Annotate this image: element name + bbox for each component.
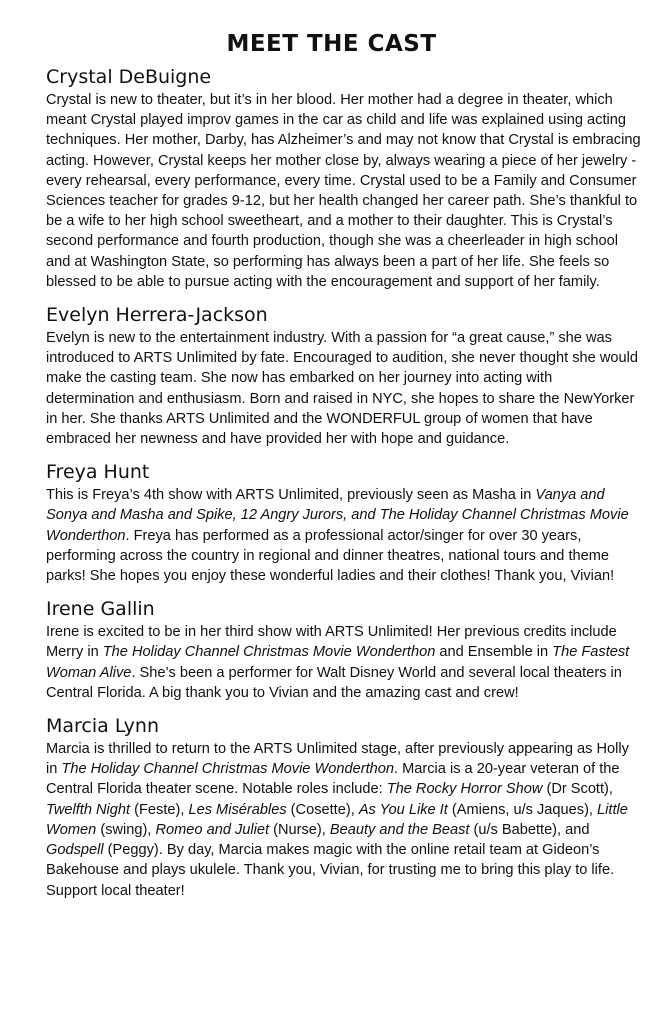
cast-member-name: Evelyn Herrera-Jackson (46, 304, 268, 327)
page-title: MEET THE CAST (226, 31, 437, 57)
bio-title-italic: Vanya and Sonya and Masha and Spike, 12 Angry Jurors, and The Holiday Channel Christmas Movie Wonderthon (46, 487, 629, 544)
bio-title-italic: Godspell (46, 842, 104, 859)
bio-text: . Marcia is a 20-year veteran of the Central Florida theater scene. Notable roles include: (46, 761, 620, 798)
bio-text: (swing), (96, 821, 156, 838)
bio-title-italic: The Holiday Channel Christmas Movie Wonderthon (102, 644, 436, 661)
bio-text: Marcia is thrilled to return to the ARTS Unlimited stage, after previously appearing as Holly in (46, 741, 629, 778)
cast-member (46, 598, 643, 703)
cast-member-bio (46, 622, 643, 703)
bio-title-italic: Beauty and the Beast (329, 821, 470, 838)
bio-text: (u/s Babette), and (469, 821, 590, 838)
bio-text: (Nurse), (269, 821, 330, 838)
cast-member (46, 66, 643, 292)
bio-text: Crystal is new to theater, but it’s in her blood. Her mother had a degree in theater, which meant Crystal played improv games in the car as child and life was explained using acting techniques. Her mother, Darby, has Alzheimer’s and may not know that Crystal is embracing acting. However, Crystal keeps her mother close by, always wearing a piece of her jewelry - every rehearsal, every performance, every time. Crystal used to be a Family and Consumer Sciences teacher for grades 9-12, but her health changed her career path. She’s thankful to be a wife to her high school sweetheart, and a mother to their daughter. This is Crystal’s second performance and fourth production, though she was a cheerleader in high school and at Washington State, so performing has always been a part of her life. She feels so blessed to be able to pursue acting with the encouragement and support of her family. (46, 92, 641, 290)
cast-member-bio (46, 328, 643, 449)
bio-text: and Ensemble in (435, 644, 553, 661)
bio-title-italic: The Rocky Horror Show (386, 781, 543, 798)
bio-text: . Freya has performed as a professional actor/singer for over 30 years, performing across the country in regional and dinner theatres, national tours and theme parks! She hopes you enjoy these wonderful ladies and their clothes! Thank you, Vivian! (46, 527, 615, 585)
bio-text: Evelyn is new to the entertainment industry. With a passion for “a great cause,” she was introduced to ARTS Unlimited by fate. Encouraged to audition, she never thought she would make the casting team. She now has embarked on her journey into acting with determination and enthusiasm. Born and raised in NYC, she hopes to share the NewYorker in her. She thanks ARTS Unlimited and the WONDERFUL group of women that have embraced her newness and have provided her with hope and guidance. (46, 330, 638, 448)
cast-member-name: Marcia Lynn (46, 715, 160, 738)
bio-text: Irene is excited to be in her third show with ARTS Unlimited! Her previous credits include Merry in (46, 624, 617, 661)
cast-member-name: Crystal DeBuigne (46, 66, 212, 88)
bio-title-italic: Les Misérables (188, 801, 287, 818)
bio-text: (Cosette), (286, 801, 359, 818)
cast-member-name: Irene Gallin (46, 598, 155, 621)
cast-member (46, 715, 643, 901)
bio-title-italic: Little Women (46, 801, 628, 838)
bio-text: (Amiens, u/s Jaques), (447, 801, 598, 818)
bio-text: (Feste), (130, 801, 189, 818)
cast-member-name: Freya Hunt (46, 461, 150, 484)
cast-member-bio (46, 485, 643, 586)
bio-text: . She’s been a performer for Walt Disney World and several local theaters in Central Florida. A big thank you to Vivian and the amazing cast and crew! (46, 664, 622, 701)
bio-text: This is Freya’s 4th show with ARTS Unlimited, previously seen as Masha in (46, 487, 536, 504)
cast-member (46, 461, 643, 586)
bio-title-italic: The Holiday Channel Christmas Movie Wonderthon (61, 761, 394, 778)
bio-text: (Peggy). By day, Marcia makes magic with the online retail team at Gideon’s Bakehouse and plays ukulele. Thank you, Vivian, for trusting me to bring this play to life. Support local theater! (46, 842, 615, 899)
cast-member (46, 304, 643, 449)
bio-title-italic: Romeo and Juliet (155, 821, 270, 838)
bio-title-italic: As You Like It (358, 801, 448, 818)
bio-title-italic: Twelfth Night (46, 801, 131, 818)
cast-member-bio (46, 90, 643, 292)
cast-member-bio (46, 739, 643, 901)
bio-title-italic: The Fastest Woman Alive (46, 644, 630, 681)
cast-list (46, 66, 643, 901)
bio-text: (Dr Scott), (542, 781, 613, 798)
